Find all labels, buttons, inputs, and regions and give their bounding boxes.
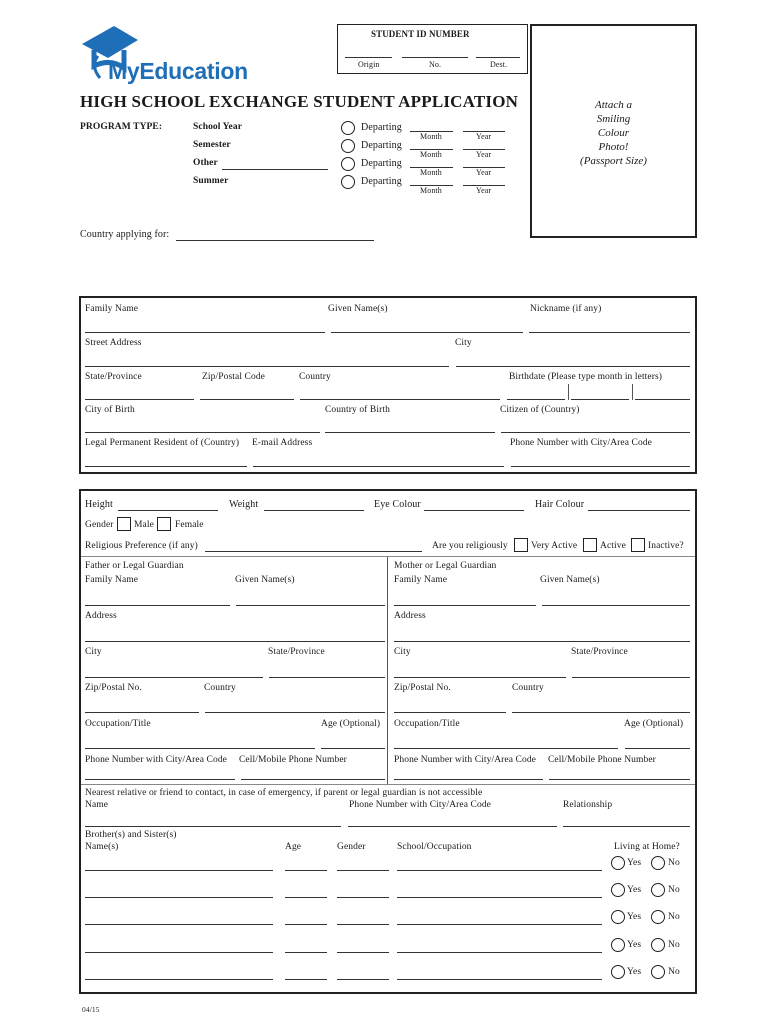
mother-cell-field[interactable] (549, 779, 690, 780)
father-age-field[interactable] (321, 748, 385, 749)
other-radio[interactable] (341, 157, 355, 171)
female-label: Female (175, 520, 204, 530)
sibling-yes-label: Yes (627, 858, 642, 868)
siblings-heading: Brother(s) and Sister(s) (85, 830, 177, 840)
height-label: Height (85, 499, 113, 510)
dest-line[interactable] (476, 57, 520, 58)
sibling-yes-label: Yes (627, 940, 642, 950)
sibling-school-field[interactable] (397, 979, 602, 980)
siblings-names-label: Name(s) (85, 842, 119, 852)
month-label: Month (420, 168, 442, 177)
sibling-age-field[interactable] (285, 924, 327, 925)
no-line[interactable] (402, 57, 468, 58)
emergency-phone-field[interactable] (348, 826, 557, 827)
mother-age-label: Age (Optional) (624, 719, 684, 729)
citizen-of-field[interactable] (501, 432, 690, 433)
country-of-birth-label: Country of Birth (325, 405, 390, 415)
mother-address-label: Address (394, 611, 426, 621)
city-label: City (455, 338, 472, 348)
photo-line-3: Colour (597, 127, 630, 139)
form-date-code: 04/15 (82, 1005, 100, 1014)
birthdate-divider (632, 384, 633, 400)
sibling-living-yes-radio[interactable] (611, 938, 625, 952)
weight-field[interactable] (264, 510, 364, 511)
father-zip-label: Zip/Postal No. (85, 683, 142, 693)
country-applying-line[interactable] (176, 240, 374, 241)
mother-phone-label: Phone Number with City/Area Code (394, 755, 536, 765)
emergency-phone-label: Phone Number with City/Area Code (349, 800, 491, 810)
siblings-age-label: Age (285, 842, 302, 852)
mother-occupation-field[interactable] (394, 748, 618, 749)
male-label: Male (134, 520, 154, 530)
father-city-label: City (85, 647, 102, 657)
sibling-gender-field[interactable] (337, 924, 389, 925)
country-of-birth-field[interactable] (325, 432, 495, 433)
departing-label: Departing (361, 176, 402, 187)
father-heading: Father or Legal Guardian (85, 561, 184, 571)
mother-city-label: City (394, 647, 411, 657)
sibling-age-field[interactable] (285, 952, 327, 953)
sibling-gender-field[interactable] (337, 952, 389, 953)
active-checkbox[interactable] (583, 538, 597, 552)
mother-address-field[interactable] (394, 641, 690, 642)
sibling-no-label: No (668, 885, 680, 895)
mother-state-field[interactable] (572, 677, 690, 678)
city-of-birth-field[interactable] (85, 432, 320, 433)
eye-colour-field[interactable] (424, 510, 524, 511)
sibling-yes-label: Yes (627, 967, 642, 977)
mother-given-names-label: Given Name(s) (540, 575, 600, 585)
sibling-age-field[interactable] (285, 979, 327, 980)
father-address-field[interactable] (85, 641, 385, 642)
mother-cell-label: Cell/Mobile Phone Number (548, 755, 656, 765)
emergency-relationship-label: Relationship (563, 800, 613, 810)
sibling-name-field[interactable] (85, 897, 273, 898)
siblings-gender-label: Gender (337, 842, 366, 852)
father-phone-field[interactable] (85, 779, 235, 780)
sibling-school-field[interactable] (397, 952, 602, 953)
nickname-field[interactable] (529, 332, 690, 333)
inactive-checkbox[interactable] (631, 538, 645, 552)
eye-colour-label: Eye Colour (374, 499, 421, 510)
inactive-label: Inactive? (648, 541, 684, 551)
sibling-school-field[interactable] (397, 897, 602, 898)
sibling-gender-field[interactable] (337, 979, 389, 980)
family-name-label: Family Name (85, 304, 139, 314)
school-year-radio[interactable] (341, 121, 355, 135)
father-address-label: Address (85, 611, 117, 621)
photo-line-4: Photo! (598, 141, 629, 153)
gender-female-checkbox[interactable] (157, 517, 171, 531)
country-field[interactable] (300, 399, 500, 400)
father-cell-label: Cell/Mobile Phone Number (239, 755, 347, 765)
father-occupation-label: Occupation/Title (85, 719, 151, 729)
sibling-gender-field[interactable] (337, 870, 389, 871)
sibling-name-field[interactable] (85, 870, 273, 871)
citizen-of-label: Citizen of (Country) (500, 405, 580, 415)
sibling-living-yes-radio[interactable] (611, 910, 625, 924)
photo-line-1: Attach a (595, 99, 632, 111)
siblings-living-label: Living at Home? (614, 842, 680, 852)
mother-given-names-field[interactable] (542, 605, 690, 606)
program-option-other: Other (193, 158, 218, 168)
semester-radio[interactable] (341, 139, 355, 153)
street-address-field[interactable] (85, 366, 449, 367)
mother-family-name-field[interactable] (394, 605, 536, 606)
sibling-no-label: No (668, 967, 680, 977)
city-field[interactable] (456, 366, 690, 367)
zip-field[interactable] (200, 399, 294, 400)
sibling-school-field[interactable] (397, 924, 602, 925)
phone-field[interactable] (511, 466, 690, 467)
weight-label: Weight (229, 499, 259, 510)
very-active-label: Very Active (531, 541, 578, 551)
emergency-name-field[interactable] (85, 826, 341, 827)
sibling-no-label: No (668, 940, 680, 950)
sibling-yes-label: Yes (627, 912, 642, 922)
photo-line-2: Smiling (596, 113, 631, 125)
father-given-names-field[interactable] (236, 605, 385, 606)
mother-zip-field[interactable] (394, 712, 506, 713)
email-field[interactable] (253, 466, 504, 467)
dest-label: Dest. (490, 60, 508, 69)
siblings-school-label: School/Occupation (397, 842, 472, 852)
father-city-field[interactable] (85, 677, 263, 678)
no-label: No. (429, 60, 442, 69)
mother-family-name-label: Family Name (394, 575, 448, 585)
father-zip-field[interactable] (85, 712, 199, 713)
zip-label: Zip/Postal Code (202, 372, 265, 382)
sibling-name-field[interactable] (85, 979, 273, 980)
hair-colour-label: Hair Colour (535, 499, 585, 510)
other-program-line[interactable] (222, 169, 328, 170)
phone-label: Phone Number with City/Area Code (510, 438, 652, 448)
nickname-label: Nickname (if any) (530, 304, 602, 314)
photo-line-5: (Passport Size) (580, 155, 647, 167)
mother-country-label: Country (512, 683, 544, 693)
sibling-living-no-radio[interactable] (651, 856, 665, 870)
mother-country-field[interactable] (512, 712, 690, 713)
sibling-name-field[interactable] (85, 924, 273, 925)
student-id-title: STUDENT ID NUMBER (371, 29, 470, 39)
religious-preference-label: Religious Preference (if any) (85, 541, 198, 551)
father-state-field[interactable] (269, 677, 385, 678)
sibling-living-no-radio[interactable] (651, 910, 665, 924)
year-label: Year (476, 168, 492, 177)
active-label: Active (600, 541, 626, 551)
gender-male-checkbox[interactable] (117, 517, 131, 531)
page-title: HIGH SCHOOL EXCHANGE STUDENT APPLICATION (80, 92, 519, 111)
country-applying-label: Country applying for: (80, 229, 170, 240)
photo-instructions (530, 98, 697, 168)
year-label: Year (476, 150, 492, 159)
mother-occupation-label: Occupation/Title (394, 719, 460, 729)
program-option-school-year: School Year (193, 122, 243, 132)
section-divider (81, 784, 695, 785)
father-age-label: Age (Optional) (321, 719, 381, 729)
email-label: E-mail Address (252, 438, 313, 448)
father-occupation-field[interactable] (85, 748, 315, 749)
sibling-no-label: No (668, 858, 680, 868)
legal-resident-field[interactable] (85, 466, 247, 467)
father-given-names-label: Given Name(s) (235, 575, 295, 585)
sibling-living-yes-radio[interactable] (611, 883, 625, 897)
program-type-label: PROGRAM TYPE: (80, 122, 163, 132)
origin-line[interactable] (345, 57, 392, 58)
birth-day-field[interactable] (507, 399, 565, 400)
given-names-field[interactable] (331, 332, 523, 333)
state-province-label: State/Province (85, 372, 142, 382)
section-divider (81, 556, 695, 557)
sibling-living-no-radio[interactable] (651, 883, 665, 897)
summer-radio[interactable] (341, 175, 355, 189)
program-option-summer: Summer (193, 176, 229, 186)
birthdate-divider (568, 384, 569, 400)
given-names-label: Given Name(s) (328, 304, 388, 314)
sibling-gender-field[interactable] (337, 897, 389, 898)
mother-city-field[interactable] (394, 677, 566, 678)
father-family-name-label: Family Name (85, 575, 139, 585)
sibling-age-field[interactable] (285, 870, 327, 871)
mother-phone-field[interactable] (394, 779, 543, 780)
month-label: Month (420, 186, 442, 195)
sibling-living-yes-radio[interactable] (611, 965, 625, 979)
mother-zip-label: Zip/Postal No. (394, 683, 451, 693)
birth-year-field[interactable] (635, 399, 690, 400)
sibling-no-label: No (668, 912, 680, 922)
birth-month-field[interactable] (571, 399, 629, 400)
emergency-name-label: Name (85, 800, 109, 810)
street-address-label: Street Address (85, 338, 142, 348)
sibling-living-yes-radio[interactable] (611, 856, 625, 870)
birthdate-label: Birthdate (Please type month in letters) (509, 372, 663, 382)
mother-state-label: State/Province (571, 647, 628, 657)
sibling-age-field[interactable] (285, 897, 327, 898)
very-active-checkbox[interactable] (514, 538, 528, 552)
are-you-religious-label: Are you religiously (432, 541, 508, 551)
sibling-yes-label: Yes (627, 885, 642, 895)
departing-label: Departing (361, 122, 402, 133)
year-label: Year (476, 132, 492, 141)
sibling-living-no-radio[interactable] (651, 965, 665, 979)
month-label: Month (420, 150, 442, 159)
legal-resident-label: Legal Permanent Resident of (Country) (85, 438, 240, 448)
departing-label: Departing (361, 140, 402, 151)
gender-label: Gender (85, 520, 114, 530)
father-country-label: Country (204, 683, 236, 693)
emergency-instructions: Nearest relative or friend to contact, in case of emergency, if parent or legal guardian is not accessible (85, 788, 483, 798)
sibling-living-no-radio[interactable] (651, 938, 665, 952)
father-phone-label: Phone Number with City/Area Code (85, 755, 227, 765)
mother-age-field[interactable] (625, 748, 690, 749)
departing-label: Departing (361, 158, 402, 169)
year-label: Year (476, 186, 492, 195)
parents-divider (387, 557, 388, 784)
religious-preference-field[interactable] (205, 551, 422, 552)
origin-label: Origin (358, 60, 380, 69)
sibling-school-field[interactable] (397, 870, 602, 871)
state-province-field[interactable] (85, 399, 194, 400)
logo (80, 22, 300, 84)
father-country-field[interactable] (205, 712, 385, 713)
month-label: Month (420, 132, 442, 141)
father-cell-field[interactable] (241, 779, 385, 780)
sibling-name-field[interactable] (85, 952, 273, 953)
hair-colour-field[interactable] (588, 510, 690, 511)
program-option-semester: Semester (193, 140, 231, 150)
city-of-birth-label: City of Birth (85, 405, 135, 415)
mother-heading: Mother or Legal Guardian (394, 561, 497, 571)
country-label: Country (299, 372, 331, 382)
height-field[interactable] (118, 510, 218, 511)
family-name-field[interactable] (85, 332, 325, 333)
logo-wordmark: MyEducation (108, 58, 248, 84)
father-family-name-field[interactable] (85, 605, 230, 606)
father-state-label: State/Province (268, 647, 325, 657)
emergency-relationship-field[interactable] (563, 826, 690, 827)
